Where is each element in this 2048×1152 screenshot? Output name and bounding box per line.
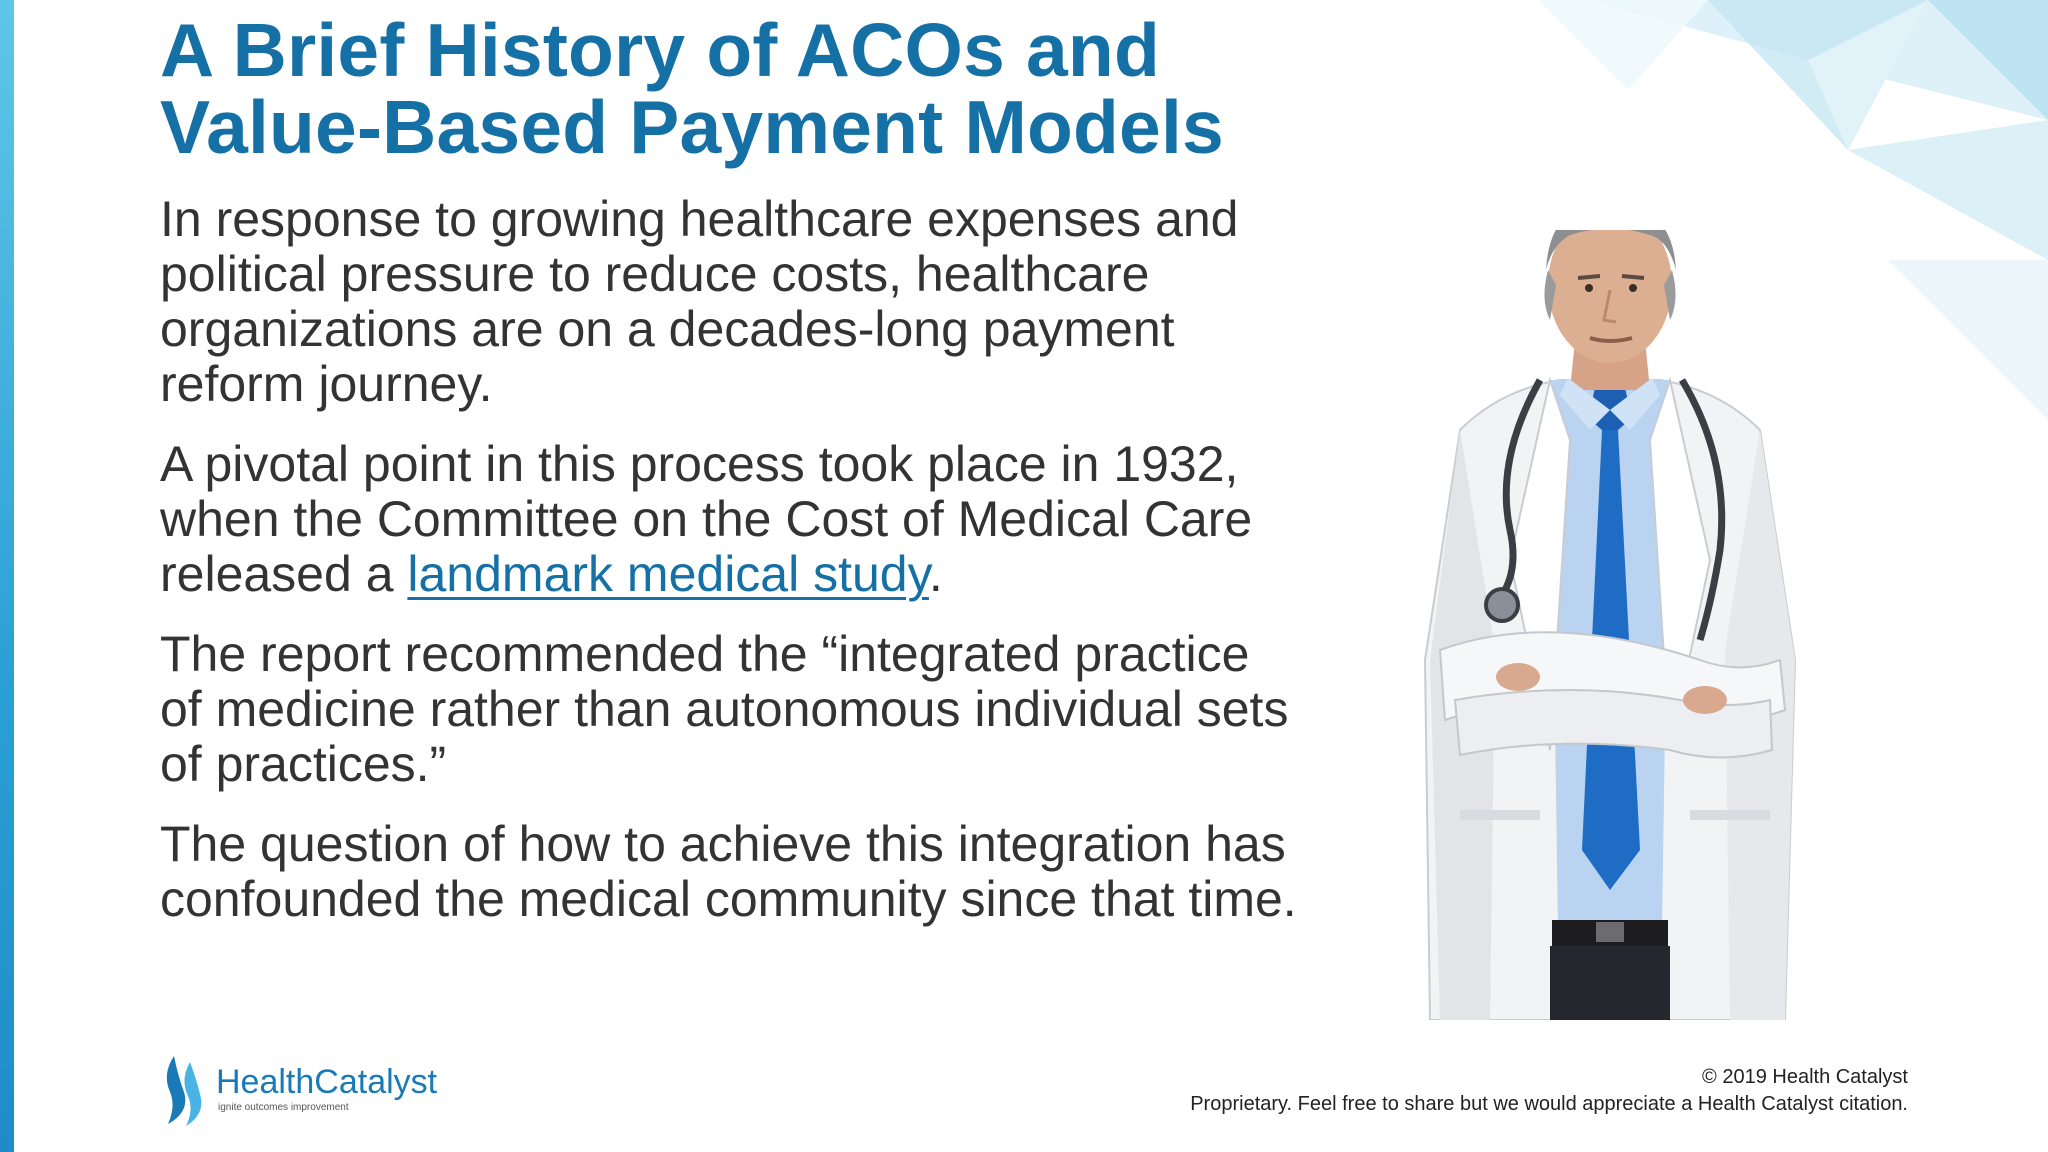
doctor-photo [1400, 230, 1820, 1020]
copyright-text: © 2019 Health Catalyst [1702, 1066, 1908, 1088]
slide-body [160, 192, 1300, 952]
footer-notice [1190, 1064, 1908, 1118]
paragraph-1932-period: . [928, 546, 943, 602]
paragraph-payment-reform: In response to growing healthcare expenses and political pressure to reduce costs, healthcare organizations are on a decades-long payment reform journey. [160, 191, 1239, 412]
health-catalyst-logo [160, 1052, 480, 1128]
logo-tagline: ignite outcomes improvement [218, 1102, 349, 1113]
slide-title: A Brief History of ACOs and Value-Based Payment Models [160, 8, 1224, 169]
proprietary-notice: Proprietary. Feel free to share but we would appreciate a Health Catalyst citation. [1190, 1093, 1908, 1115]
paragraph-1932-text: A pivotal point in this process took place in 1932, when the Committee on the Cost of Medical Care released a [160, 436, 1253, 602]
left-accent-bar [0, 0, 14, 1152]
paragraph-1932-study [160, 437, 1300, 602]
paragraph-report-quote: The report recommended the “integrated practice of medicine rather than autonomous individual sets of practices.” [160, 626, 1289, 792]
flame-logo-icon [160, 1052, 208, 1128]
paragraph-integration-question: The question of how to achieve this integration has confounded the medical community since that time. [160, 816, 1297, 927]
logo-wordmark: HealthCatalyst [216, 1063, 438, 1101]
landmark-study-link[interactable]: landmark medical study [407, 546, 929, 602]
